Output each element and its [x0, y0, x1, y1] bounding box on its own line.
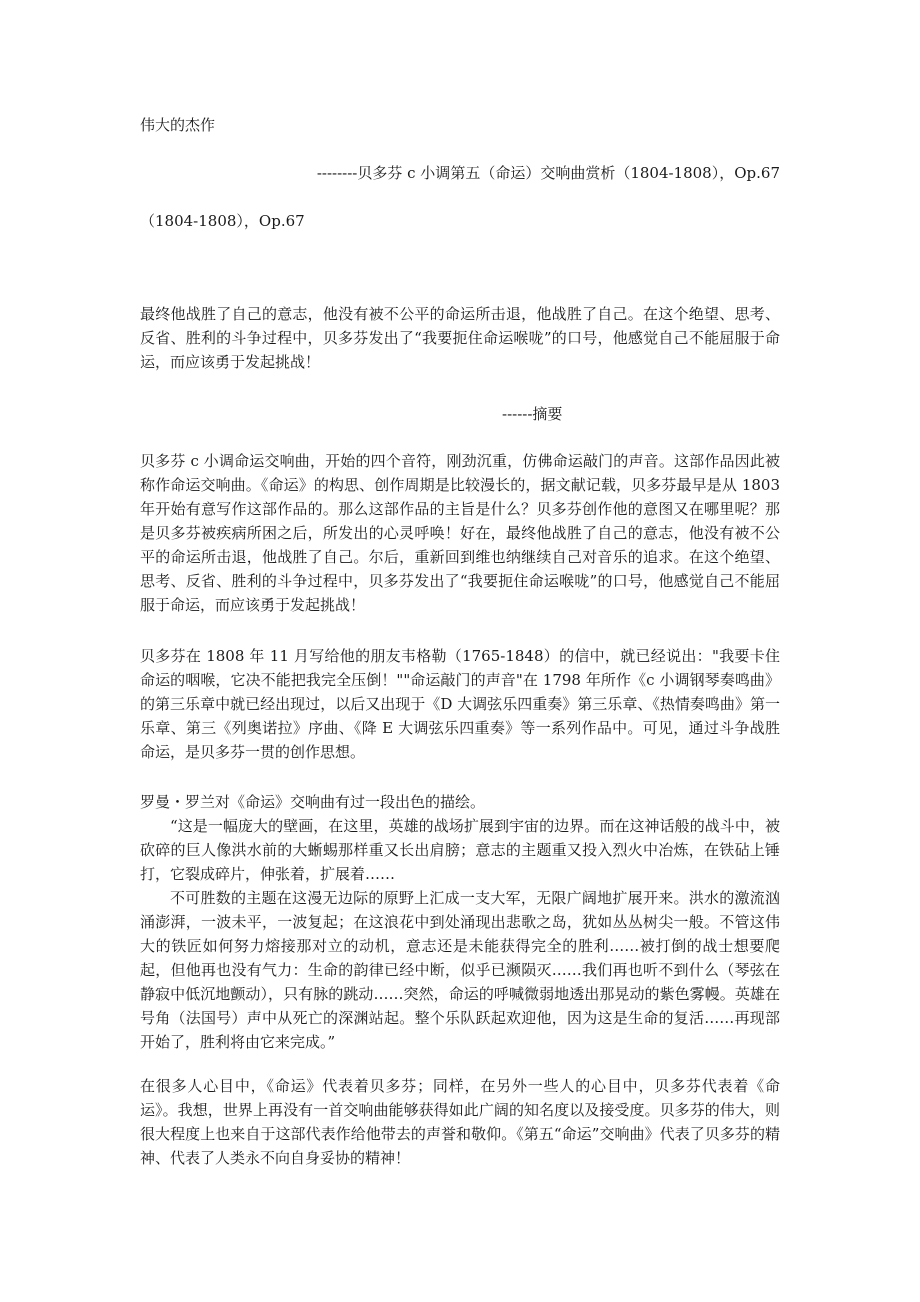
abstract-label: ------摘要: [502, 405, 563, 423]
quote-intro: 罗曼・罗兰对《命运》交响曲有过一段出色的描绘。: [140, 793, 486, 811]
quote-paragraph-2: 不可胜数的主题在这漫无边际的原野上汇成一支大军，无限广阔地扩展开来。洪水的激流汹涌澎湃，一波未平，一波复起；在这浪花中到处涌现出悲歌之岛，犹如丛丛树尖一般。不管这伟大的铁匠如何努力熔接那对立的动机，意志还是未能获得完全的胜利……被打倒的战士想要爬起，但他再也没有气力：生命的韵律已经中断，似乎已濒陨灭……我们再也听不到什么（琴弦在静寂中低沉地颤动），只有脉的跳动……突然，命运的呼喊微弱地透出那晃动的紫色雾幔。英雄在号角（法国号）声中从死亡的深渊站起。整个乐队跃起欢迎他，因为这是生命的复活……再现部开始了，胜利将由它来完成。”: [140, 889, 780, 1051]
document-subtitle: --------贝多芬 c 小调第五（命运）交响曲赏析（1804-1808），Op.67: [316, 164, 780, 182]
body-paragraph-1: 贝多芬 c 小调命运交响曲，开始的四个音符，刚劲沉重，仿佛命运敲门的声音。这部作品因此被称作命运交响曲。《命运》的构思、创作周期是比较漫长的，据文献记载，贝多芬最早是从 1803 年开始有意写作这部作品的。那么这部作品的主旨是什么？贝多芬创作他的意图又在哪里呢？那是贝多芬被疾病所困之后，所发出的心灵呼唤！好在，最终他战胜了自己的意志，他没有被不公平的命运所击退，他战胜了自己。尔后，重新回到维也纳继续自己对音乐的追求。在这个绝望、思考、反省、胜利的斗争过程中，贝多芬发出了“我要扼住命运喉咙”的口号，他感觉自己不能屈服于命运，而应该勇于发起挑战！: [140, 452, 780, 614]
quote-section: [140, 790, 780, 1054]
document-subtitle-repeat: （1804-1808），Op.67: [140, 212, 305, 230]
body-paragraph-2: 贝多芬在 1808 年 11 月写给他的朋友韦格勒（1765-1848）的信中，就已经说出："我要卡住命运的咽喉，它决不能把我完全压倒！""命运敲门的声音"在 1798 年所作《c 小调钢琴奏鸣曲》的第三乐章中就已经出现过，以后又出现于《D 大调弦乐四重奏》第三乐章、《热情奏鸣曲》第一乐章、第三《列奥诺拉》序曲、《降 E 大调弦乐四重奏》等一系列作品中。可见，通过斗争战胜命运，是贝多芬一贯的创作思想。: [140, 647, 780, 761]
intro-paragraph: 最终他战胜了自己的意志，他没有被不公平的命运所击退，他战胜了自己。在这个绝望、思考、反省、胜利的斗争过程中，贝多芬发出了“我要扼住命运喉咙”的口号，他感觉自己不能屈服于命运，而应该勇于发起挑战！: [140, 305, 780, 371]
closing-paragraph: 在很多人心目中，《命运》代表着贝多芬；同样，在另外一些人的心目中，贝多芬代表着《命运》。我想，世界上再没有一首交响曲能够获得如此广阔的知名度以及接受度。贝多芬的伟大，则很大程度上也来自于这部代表作给他带去的声誉和敬仰。《第五“命运”交响曲》代表了贝多芬的精神、代表了人类永不向自身妥协的精神！: [140, 1077, 780, 1167]
document-title: 伟大的杰作: [140, 116, 216, 134]
quote-paragraph-1: “这是一幅庞大的壁画，在这里，英雄的战场扩展到宇宙的边界。而在这神话般的战斗中，被砍碎的巨人像洪水前的大蜥蜴那样重又长出肩膀；意志的主题重又投入烈火中冶炼，在铁砧上锤打，它裂成碎片，伸张着，扩展着……: [140, 817, 780, 883]
